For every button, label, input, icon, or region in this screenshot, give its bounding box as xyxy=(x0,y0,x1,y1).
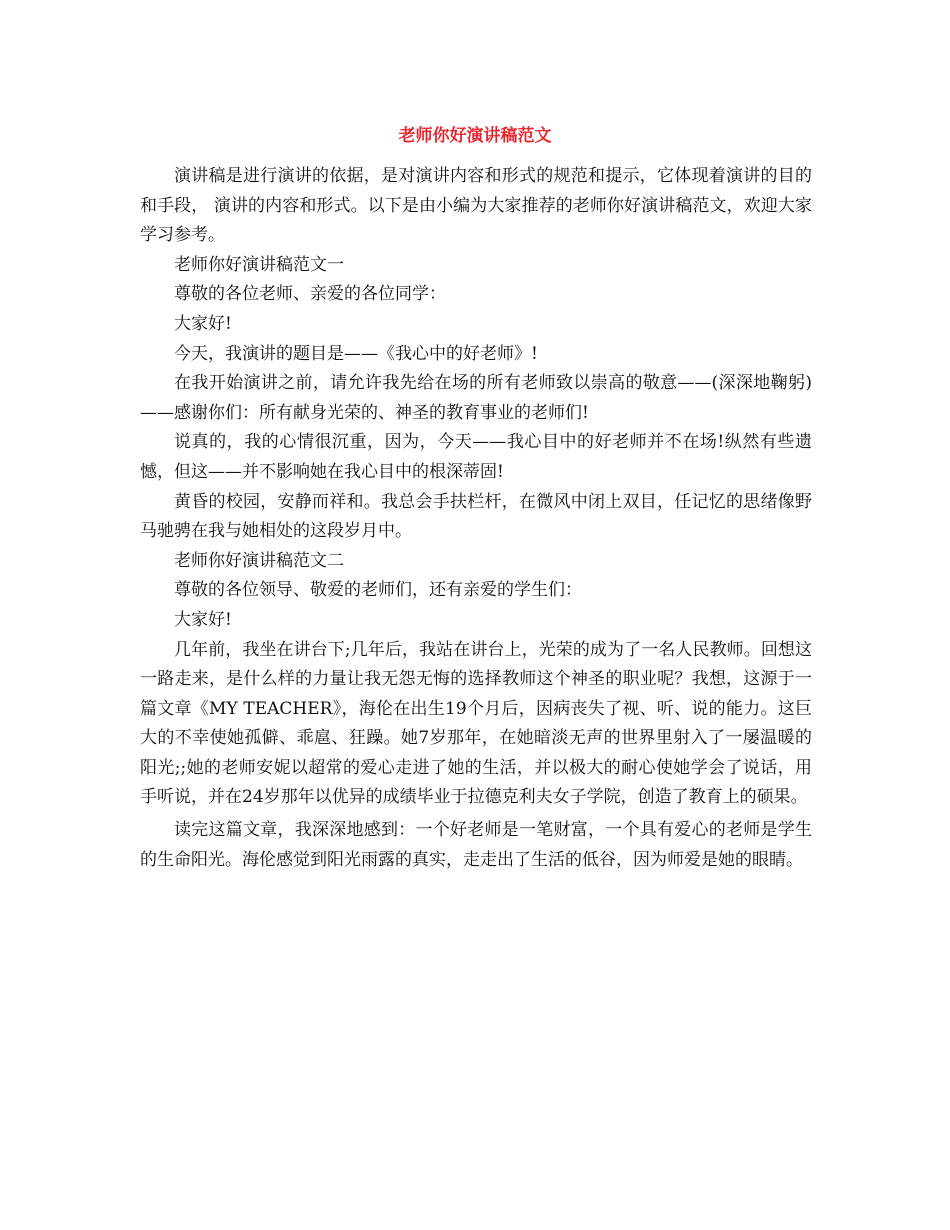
paragraph: 黄昏的校园，安静而祥和。我总会手扶栏杆，在微风中闭上双目，任记忆的思绪像野马驰骋在我与她相处的这段岁月中。 xyxy=(140,491,812,542)
paragraph: 在我开始演讲之前，请允许我先给在场的所有老师致以崇高的敬意——(深深地鞠躬)——感谢你们：所有献身光荣的、神圣的教育事业的老师们! xyxy=(140,373,812,423)
paragraph: 几年前，我坐在讲台下;几年后，我站在讲台上，光荣的成为了一名人民教师。回想这一路走来，是什么样的力量让我无怨无悔的选择教师这个神圣的职业呢？我想，这源于一篇文章《MY TEACHER》，海伦在出生19个月后，因病丧失了视、听、说的能力。这巨大的不幸使她孤僻、乖扈、狂躁。她7岁那年，在她暗淡无声的世界里射入了一屡温暖的阳光;;她的老师安妮以超常的爱心走进了她的生活，并以极大的耐心使她学会了说话，用手听说，并在24岁那年以优异的成绩毕业于拉德克利夫女子学院，创造了教育上的硕果。 xyxy=(140,639,812,808)
paragraph: 今天，我演讲的题目是——《我心中的好老师》! xyxy=(174,343,538,364)
document-body xyxy=(140,162,812,875)
paragraph: 读完这篇文章，我深深地感到：一个好老师是一笔财富，一个具有爱心的老师是学生的生命阳光。海伦感觉到阳光雨露的真实，走走出了生活的低谷，因为师爱是她的眼睛。 xyxy=(140,820,812,870)
paragraph: 说真的，我的心情很沉重，因为，今天——我心目中的好老师并不在场!纵然有些遗憾，但这——并不影响她在我心目中的根深蒂固! xyxy=(140,432,812,482)
paragraph-greeting-1: 大家好! xyxy=(174,313,232,334)
section-heading-1: 老师你好演讲稿范文一 xyxy=(174,254,344,275)
document-title: 老师你好演讲稿范文 xyxy=(398,126,552,146)
paragraph-greeting-2: 大家好! xyxy=(174,609,232,630)
section-heading-2: 老师你好演讲稿范文二 xyxy=(174,550,344,571)
paragraph-salutation-2: 尊敬的各位领导、敬爱的老师们，还有亲爱的学生们： xyxy=(174,580,582,601)
paragraph-salutation-1: 尊敬的各位老师、亲爱的各位同学： xyxy=(174,284,446,305)
paragraph-intro: 演讲稿是进行演讲的依据，是对演讲内容和形式的规范和提示，它体现着演讲的目的和手段， 演讲的内容和形式。以下是由小编为大家推荐的老师你好演讲稿范文，欢迎大家学习参考。 xyxy=(140,166,812,246)
